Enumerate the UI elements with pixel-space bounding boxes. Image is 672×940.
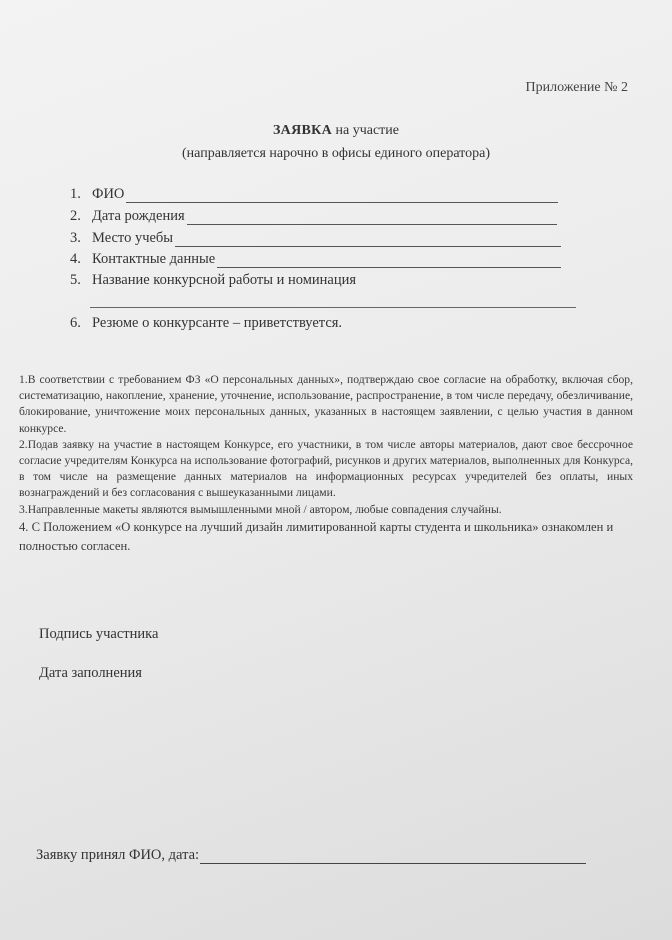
consent-paragraph-1: 1.В соответствии с требованием ФЗ «О персональных данных», подтверждаю свое согласие на обработку, включая сбор, систематизацию, накопление, хранение, уточнение, использование, распространение, в том числе передачу, обезличивание, блокирование, уничтожение моих персональных данных, указанных в настоящем заявлении, с целью участия в данном конкурсе. <box>19 373 633 435</box>
form-subtitle: (направляется нарочно в офисы единого оператора) <box>182 146 490 161</box>
field-contacts <box>70 251 561 268</box>
form-title-bold: ЗАЯВКА <box>272 123 332 138</box>
field-label: Резюме о конкурсанте – приветствуется. <box>92 315 343 331</box>
field-number: 2. <box>70 208 81 224</box>
field-label: Место учебы <box>92 230 174 246</box>
field-full-name <box>70 186 558 203</box>
consent-paragraph-3: 3.Направленные макеты являются вымышленными мной / автором, любые совпадения случайны. <box>19 502 502 516</box>
fill-line-work-title[interactable] <box>90 307 576 308</box>
consent-paragraph-2: 2.Подав заявку на участие в настоящем Конкурсе, его участники, в том числе авторы материалов, дают свое бессрочное согласие учредителям Конкурса на использование фотографий, рисунков и других материалов, выполненных для Конкурса, в том числе на размещение данных материалов на информационных ресурсах учредителей без оплаты, иных вознаграждений и без согласования с вышеуказанными лицами. <box>19 437 633 500</box>
fill-line-accepted[interactable] <box>200 847 586 864</box>
field-label: ФИО <box>92 186 125 202</box>
accepted-by <box>36 847 586 864</box>
field-number: 5. <box>70 272 81 288</box>
field-birth-date <box>70 208 557 225</box>
field-label: Дата рождения <box>92 208 185 224</box>
fill-line[interactable] <box>217 253 561 268</box>
appendix-number: Приложение № 2 <box>525 80 628 95</box>
fill-line[interactable] <box>187 210 557 225</box>
form-title <box>0 123 672 139</box>
field-study-place <box>70 230 561 247</box>
fill-line[interactable] <box>175 232 561 247</box>
form-title-rest: на участие <box>335 123 399 138</box>
fill-line[interactable] <box>126 188 558 203</box>
date-filled-label: Дата заполнения <box>39 665 142 681</box>
signature-label: Подпись участника <box>39 626 159 642</box>
field-number: 3. <box>70 230 81 246</box>
consent-text <box>19 372 633 556</box>
field-number: 6. <box>70 315 81 331</box>
field-number: 4. <box>70 251 81 267</box>
accepted-by-label: Заявку принял ФИО, дата: <box>36 847 200 863</box>
field-label: Контактные данные <box>92 251 216 267</box>
consent-paragraph-4: 4. С Положением «О конкурсе на лучший дизайн лимитированной карты студента и школьника» ознакомлен и полностью согласен. <box>19 519 614 553</box>
field-number: 1. <box>70 186 81 202</box>
field-work-title <box>70 272 356 289</box>
field-resume <box>70 315 342 332</box>
field-label: Название конкурсной работы и номинация <box>92 272 357 288</box>
